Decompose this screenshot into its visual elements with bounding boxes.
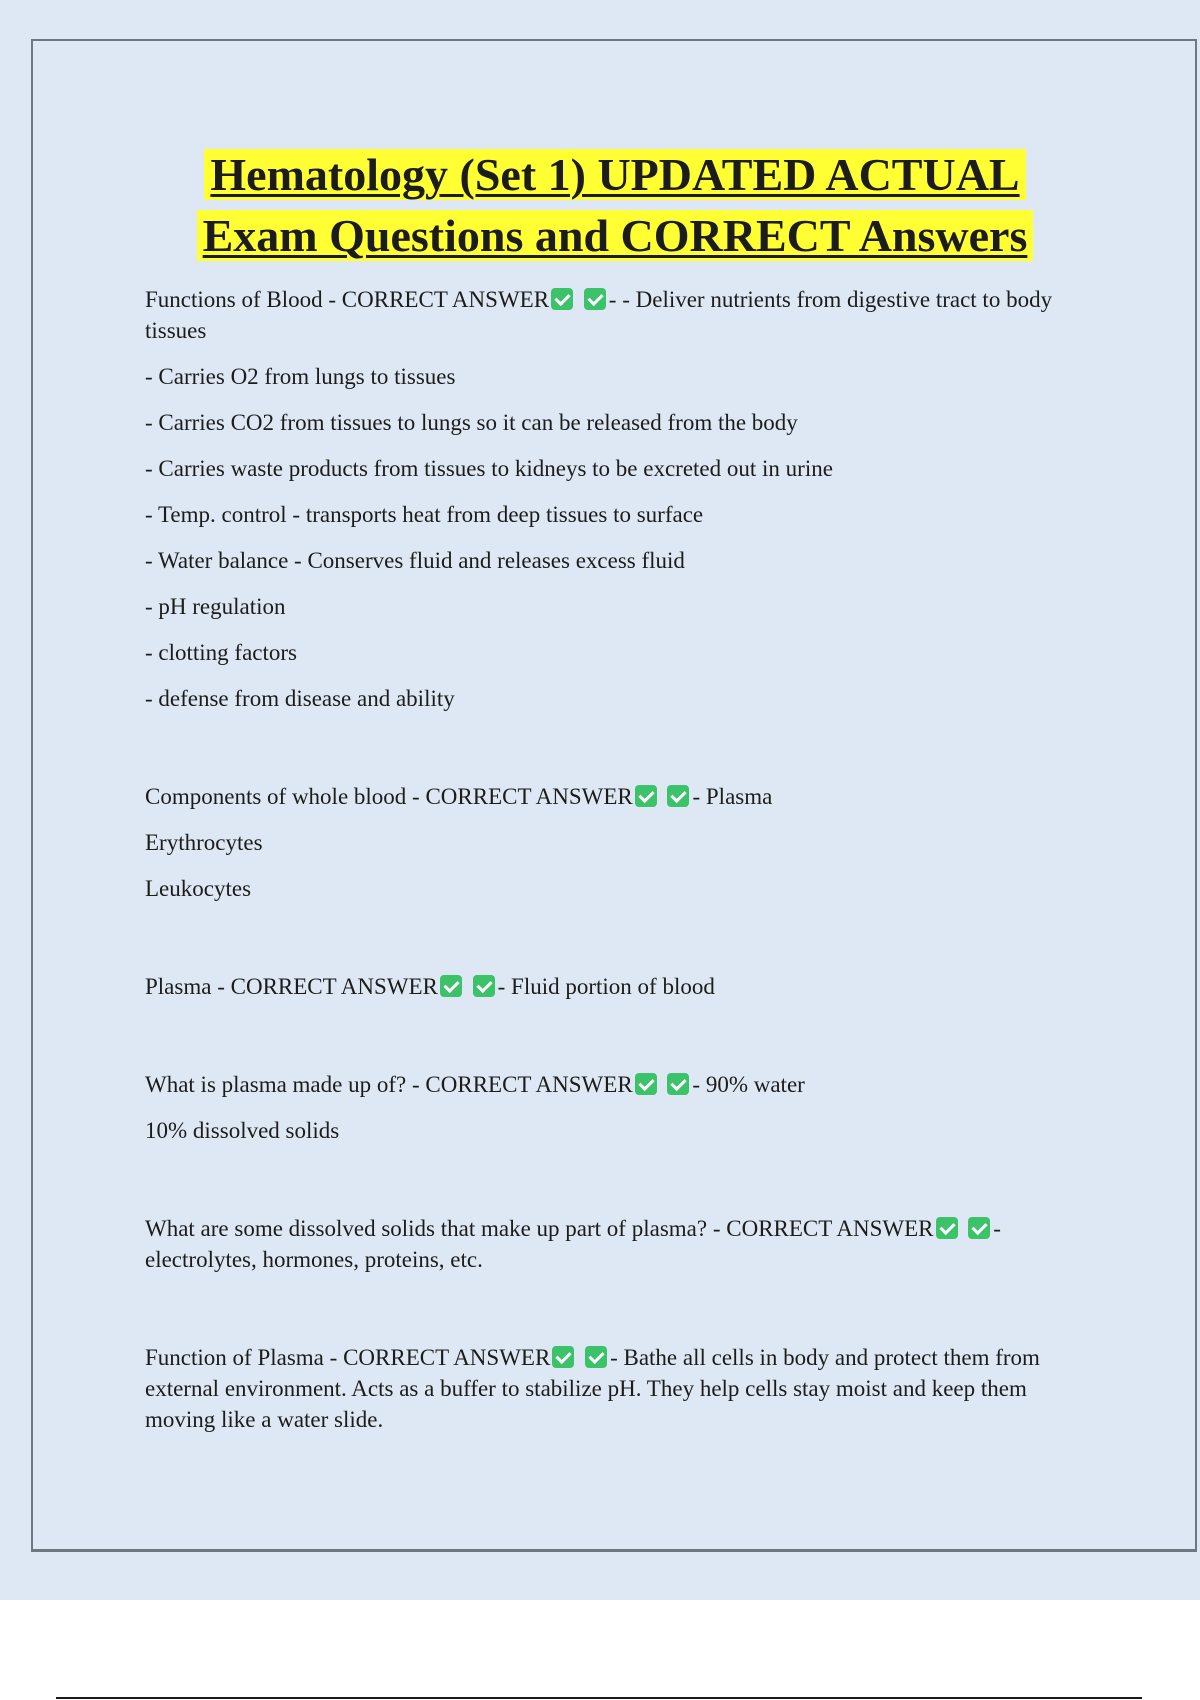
answer-text: Plasma [705,784,773,809]
check-mark-icon [473,975,495,997]
answer-marker: CORRECT ANSWER [726,1216,934,1241]
answer-line: - Temp. control - transports heat from deep tissues to surface [145,502,704,527]
check-mark-icon [552,1346,574,1368]
answer-line: Leukocytes [145,876,252,901]
title-line-2: Exam Questions and CORRECT Answers [197,210,1034,261]
question-text: Components of whole blood [145,784,407,809]
answer-line: - defense from disease and ability [145,686,455,711]
title-line-1: Hematology (Set 1) UPDATED ACTUAL [204,149,1025,200]
answer-marker: CORRECT ANSWER [343,1345,551,1370]
question-text: What are some dissolved solids that make up part of plasma? [145,1216,708,1241]
answer-marker: CORRECT ANSWER [341,287,550,312]
qa-item: What are some dissolved solids that make up part of plasma? - CORRECT ANSWER - electrolytes, hormones, proteins, etc. [145,1216,1001,1272]
answer-text: - Deliver nutrients from digestive tract to body tissues [145,287,1053,343]
answer-line: Erythrocytes [145,830,263,855]
check-mark-icon [968,1217,990,1239]
question-text: Functions of Blood [145,287,323,312]
check-mark-icon [635,1073,657,1095]
check-mark-icon [440,975,462,997]
check-mark-icon [584,288,606,310]
question-text: Function of Plasma [145,1345,324,1370]
answer-line: - clotting factors [145,640,298,665]
document-title [40,144,1190,266]
check-mark-icon [667,785,689,807]
answer-text: electrolytes, hormones, proteins, etc. [145,1247,483,1272]
qa-item: What is plasma made up of? - CORRECT ANSWER - 90% water [145,1072,805,1097]
check-mark-icon [585,1346,607,1368]
check-mark-icon [551,288,573,310]
qa-content [145,284,1080,1435]
answer-text: 90% water [705,1072,805,1097]
answer-marker: CORRECT ANSWER [230,974,438,999]
qa-item: Plasma - CORRECT ANSWER - Fluid portion of blood [145,974,715,999]
qa-item: Components of whole blood - CORRECT ANSWER - Plasma [145,784,773,809]
answer-marker: CORRECT ANSWER [425,1072,633,1097]
qa-item: Function of Plasma - CORRECT ANSWER - Bathe all cells in body and protect them from external environment. Acts as a buffer to stabilize pH. They help cells stay moist and keep them moving like a water slide. [145,1345,1040,1432]
question-text: Plasma [145,974,212,999]
bottom-rule [56,1697,1142,1699]
check-mark-icon [936,1217,958,1239]
answer-text: Bathe all cells in body and protect them from external environment. Acts as a buffer to stabilize pH. They help cells stay moist and keep them moving like a water slide. [145,1345,1040,1432]
check-mark-icon [635,785,657,807]
answer-text: Fluid portion of blood [511,974,715,999]
check-mark-icon [667,1073,689,1095]
qa-item: Functions of Blood - CORRECT ANSWER - - Deliver nutrients from digestive tract to body tissues [145,287,1053,343]
answer-line: - Water balance - Conserves fluid and releases excess fluid [145,548,685,573]
answer-marker: CORRECT ANSWER [425,784,633,809]
answer-line: - Carries CO2 from tissues to lungs so it can be released from the body [145,410,798,435]
question-text: What is plasma made up of? [145,1072,407,1097]
answer-line: 10% dissolved solids [145,1118,340,1143]
answer-line: - Carries waste products from tissues to kidneys to be excreted out in urine [145,456,833,481]
answer-line: - pH regulation [145,594,286,619]
answer-line: - Carries O2 from lungs to tissues [145,364,456,389]
